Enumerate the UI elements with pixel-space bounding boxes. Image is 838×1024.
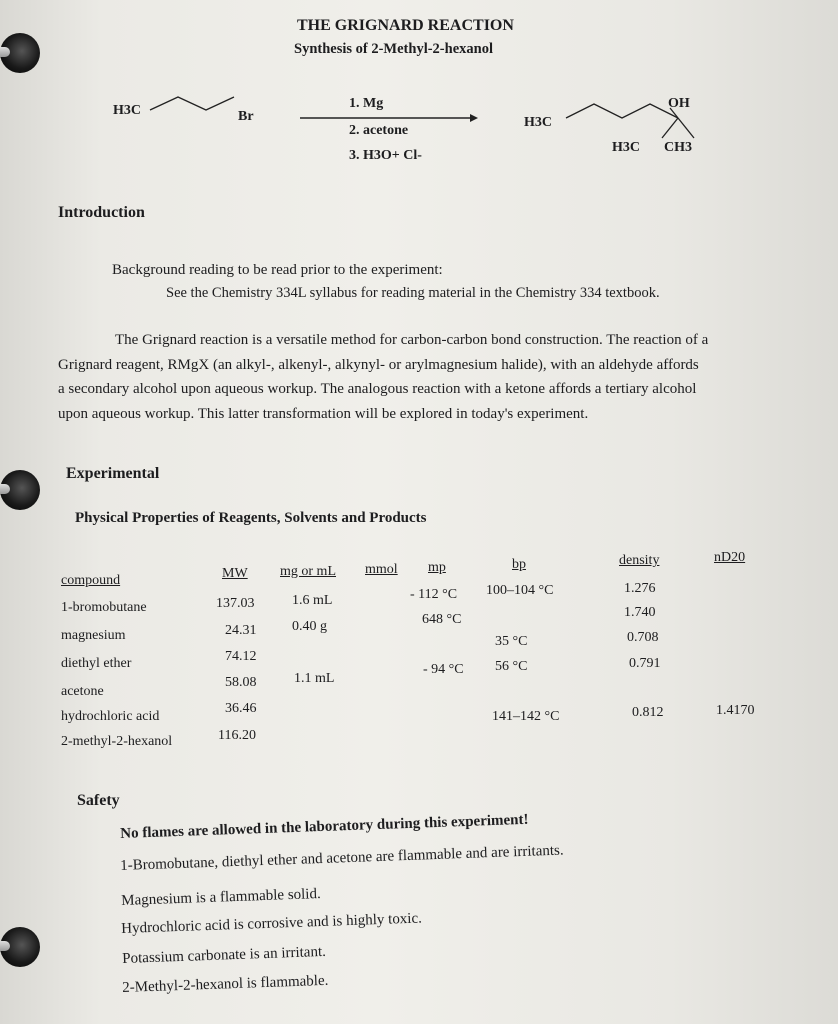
product-methyl-bond-left [662,118,678,138]
product-methyl-right-label: CH3 [664,140,692,155]
table-cell-mw: 24.31 [225,623,257,638]
product-hydroxyl-label: OH [668,96,690,111]
table-cell-mp: - 112 °C [410,587,458,602]
table-cell-bp: 100–104 °C [486,583,554,598]
column-header-compound: compound [61,573,121,588]
intro-paragraph-line: a secondary alcohol upon aqueous workup. The analogous reaction with a ketone affords a tertiary alcohol [58,381,697,397]
page-subtitle: Synthesis of 2-Methyl-2-hexanol [294,41,493,57]
safety-line: Potassium carbonate is an irritant. [122,943,327,967]
product-chain [566,104,678,118]
table-cell-compound: diethyl ether [61,656,132,671]
table-cell-bp: 141–142 °C [492,709,560,724]
table-cell-mw: 74.12 [225,649,257,664]
table-cell-density: 0.708 [627,630,659,645]
table-cell-compound: acetone [61,684,104,699]
table-cell-density: 0.791 [629,656,661,671]
reactant-methyl-label: H3C [113,103,141,118]
table-cell-refractive-index: 1.4170 [716,703,755,718]
table-cell-compound: hydrochloric acid [61,709,160,724]
column-header-bp: bp [512,557,526,572]
product-methyl-bond-right [678,118,694,138]
background-reading-text: See the Chemistry 334L syllabus for reading material in the Chemistry 334 textbook. [166,285,660,301]
safety-line: 2-Methyl-2-hexanol is flammable. [122,972,329,996]
product-methyl-label: H3C [524,115,552,130]
safety-line: 1-Bromobutane, diethyl ether and acetone are flammable and are irritants. [120,842,564,874]
table-cell-mp: 648 °C [422,612,462,627]
table-cell-compound: 1-bromobutane [61,600,147,615]
safety-warning: No flames are allowed in the laboratory during this experiment! [120,811,529,842]
table-cell-bp: 56 °C [495,659,528,674]
experimental-heading: Experimental [66,465,160,482]
table-cell-mw: 116.20 [218,728,256,743]
table-cell-mw: 36.46 [225,701,257,716]
table-cell-amount: 1.1 mL [294,671,335,686]
table-cell-density: 1.276 [624,581,656,596]
reagent-step-2: 2. acetone [349,123,409,138]
properties-table-title: Physical Properties of Reagents, Solvents and Products [75,510,427,526]
safety-heading: Safety [77,792,120,809]
table-cell-density: 0.812 [632,705,664,720]
page-title: THE GRIGNARD REACTION [297,17,514,34]
table-cell-density: 1.740 [624,605,656,620]
column-header-amount: mg or mL [280,564,336,579]
column-header-mp: mp [428,560,446,575]
background-reading-label: Background reading to be read prior to the experiment: [112,262,443,278]
column-header-mw: MW [222,566,248,581]
reactant-bromine-label: Br [238,109,254,124]
table-cell-mw: 58.08 [225,675,257,690]
table-cell-mp: - 94 °C [423,662,464,677]
table-cell-compound: magnesium [61,628,126,643]
reagent-step-3: 3. H3O+ Cl- [349,148,422,163]
column-header-density: density [619,553,660,568]
reagent-step-1: 1. Mg [349,96,384,111]
column-header-refractive-index: nD20 [714,550,746,565]
intro-paragraph-line: upon aqueous workup. This latter transformation will be explored in today's experiment. [58,406,589,422]
table-cell-amount: 1.6 mL [292,593,333,608]
column-header-mmol: mmol [365,562,398,577]
introduction-heading: Introduction [58,204,145,221]
table-cell-compound: 2-methyl-2-hexanol [61,734,173,749]
table-cell-bp: 35 °C [495,634,528,649]
table-cell-amount: 0.40 g [292,619,327,634]
reaction-arrowhead [470,114,478,122]
intro-paragraph-line: Grignard reagent, RMgX (an alkyl-, alkenyl-, alkynyl- or arylmagnesium halide), with an aldehyde affords [58,357,699,373]
intro-paragraph-line: The Grignard reaction is a versatile method for carbon-carbon bond construction. The reaction of a [115,332,709,348]
safety-line: Hydrochloric acid is corrosive and is highly toxic. [121,910,423,937]
product-methyl-left-label: H3C [612,140,640,155]
reactant-chain [150,97,234,110]
table-cell-mw: 137.03 [216,596,255,611]
safety-line: Magnesium is a flammable solid. [121,886,321,909]
